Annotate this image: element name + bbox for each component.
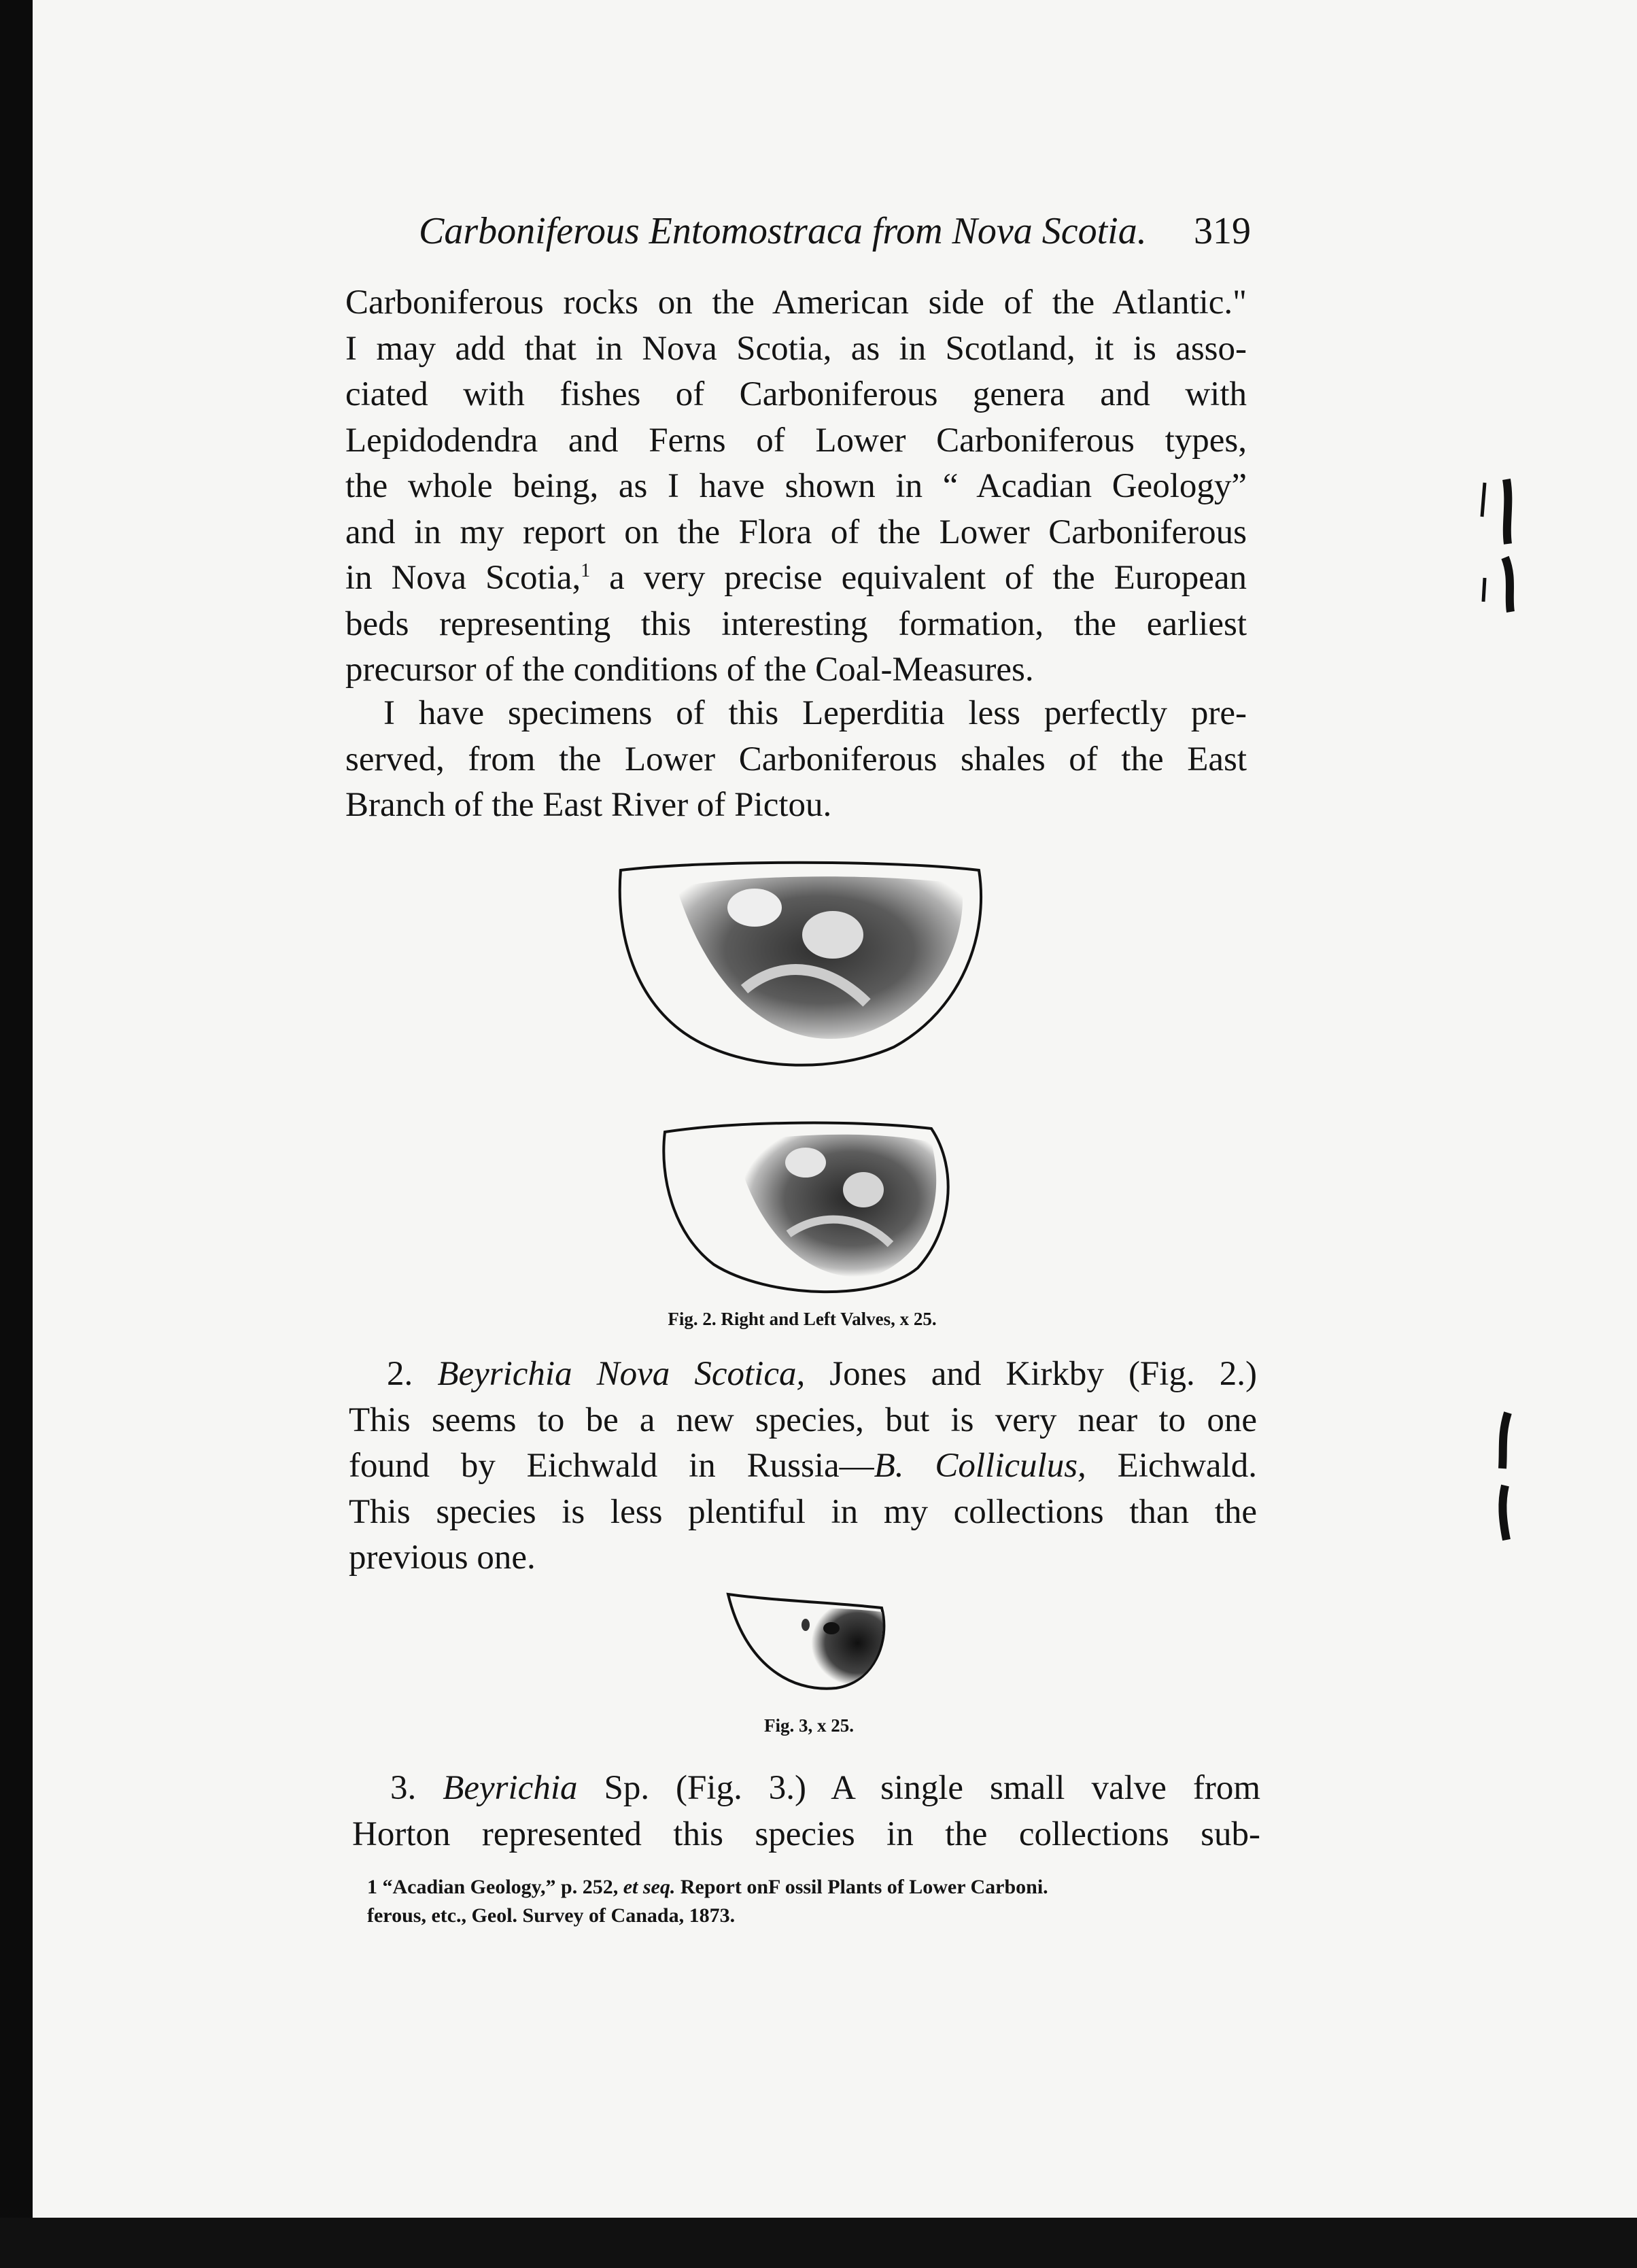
text-line: and in my report on the Flora of the Lower Carboniferous (345, 513, 1247, 551)
text-fragment: Report onF ossil Plants of Lower Carboni. (675, 1876, 1048, 1898)
footnote (367, 1873, 1264, 1930)
footnote-line: ferous, etc., Geol. Survey of Canada, 1873. (367, 1904, 736, 1927)
text-fragment: et seq. (623, 1876, 676, 1898)
text-line: This species is less plentiful in my collections than the (349, 1492, 1257, 1531)
text-fragment: Jones and Kirkby (Fig. 2.) (805, 1355, 1257, 1393)
text-fragment: Sp. (Fig. 3.) A single small valve from (577, 1769, 1260, 1807)
section-number: 3. (390, 1769, 417, 1807)
text-fragment: in Nova Scotia, (345, 559, 581, 597)
binding-mark-upper (1475, 476, 1530, 619)
fig2-right-valve-figure (608, 853, 989, 1078)
fig2-left-valve-figure (659, 1115, 959, 1305)
paragraph-species-3 (352, 1766, 1260, 1857)
text-line: beds representing this interesting formation, the earliest (345, 604, 1247, 643)
text-line: Horton represented this species in the collections sub- (352, 1815, 1260, 1853)
page-number: 319 (1194, 210, 1251, 252)
paragraph-species-2 (349, 1352, 1257, 1581)
species-name: Beyrichia Nova Scotica, (437, 1355, 806, 1393)
running-title: Carboniferous Entomostraca from Nova Scotia. (419, 210, 1147, 252)
scan-left-border (0, 0, 33, 2268)
footnote-line (367, 1873, 1264, 1902)
fig2-caption: Fig. 2. Right and Left Valves, x 25. (668, 1309, 937, 1329)
paragraph-2 (345, 691, 1247, 829)
text-fragment: found by Eichwald in Russia— (349, 1447, 874, 1485)
text-line (349, 1443, 1257, 1490)
scan-bottom-border (0, 2218, 1637, 2268)
text-line: the whole being, as I have shown in “ Acadian Geology” (345, 467, 1247, 505)
text-line: precursor of the conditions of the Coal-Measures. (345, 651, 1034, 689)
text-line: This seems to be a new species, but is very near to one (349, 1401, 1257, 1439)
fig3-valve-figure (724, 1587, 891, 1696)
fig3-caption: Fig. 3, x 25. (764, 1715, 854, 1736)
text-fragment: “Acadian Geology,” p. 252, (377, 1876, 623, 1898)
text-line: ciated with fishes of Carboniferous genera and with (345, 375, 1247, 413)
footnote-number: 1 (367, 1876, 377, 1898)
text-line: served, from the Lower Carboniferous shales of the East (345, 740, 1247, 778)
text-line: previous one. (349, 1539, 536, 1577)
text-line: I may add that in Nova Scotia, as in Scotland, it is asso- (345, 329, 1247, 368)
text-line: Lepidodendra and Ferns of Lower Carboniferous types, (345, 421, 1247, 460)
text-line (352, 1766, 1260, 1812)
text-line: Branch of the East River of Pictou. (345, 786, 832, 824)
running-header (408, 204, 1251, 258)
text-line (345, 555, 1247, 602)
text-fragment: a very precise equivalent of the European (590, 559, 1247, 597)
text-fragment: Eichwald. (1086, 1447, 1257, 1485)
species-name: Beyrichia (443, 1769, 578, 1807)
footnote-marker: 1 (581, 560, 591, 581)
text-line (349, 1352, 1257, 1398)
section-number: 2. (387, 1355, 413, 1393)
text-line: I have specimens of this Leperditia less perfectly pre- (383, 694, 1247, 732)
paragraph-1 (345, 280, 1247, 693)
text-line: Carboniferous rocks on the American side of the Atlantic." (345, 284, 1247, 322)
binding-mark-lower (1489, 1407, 1530, 1543)
species-name: B. Colliculus, (874, 1447, 1086, 1485)
